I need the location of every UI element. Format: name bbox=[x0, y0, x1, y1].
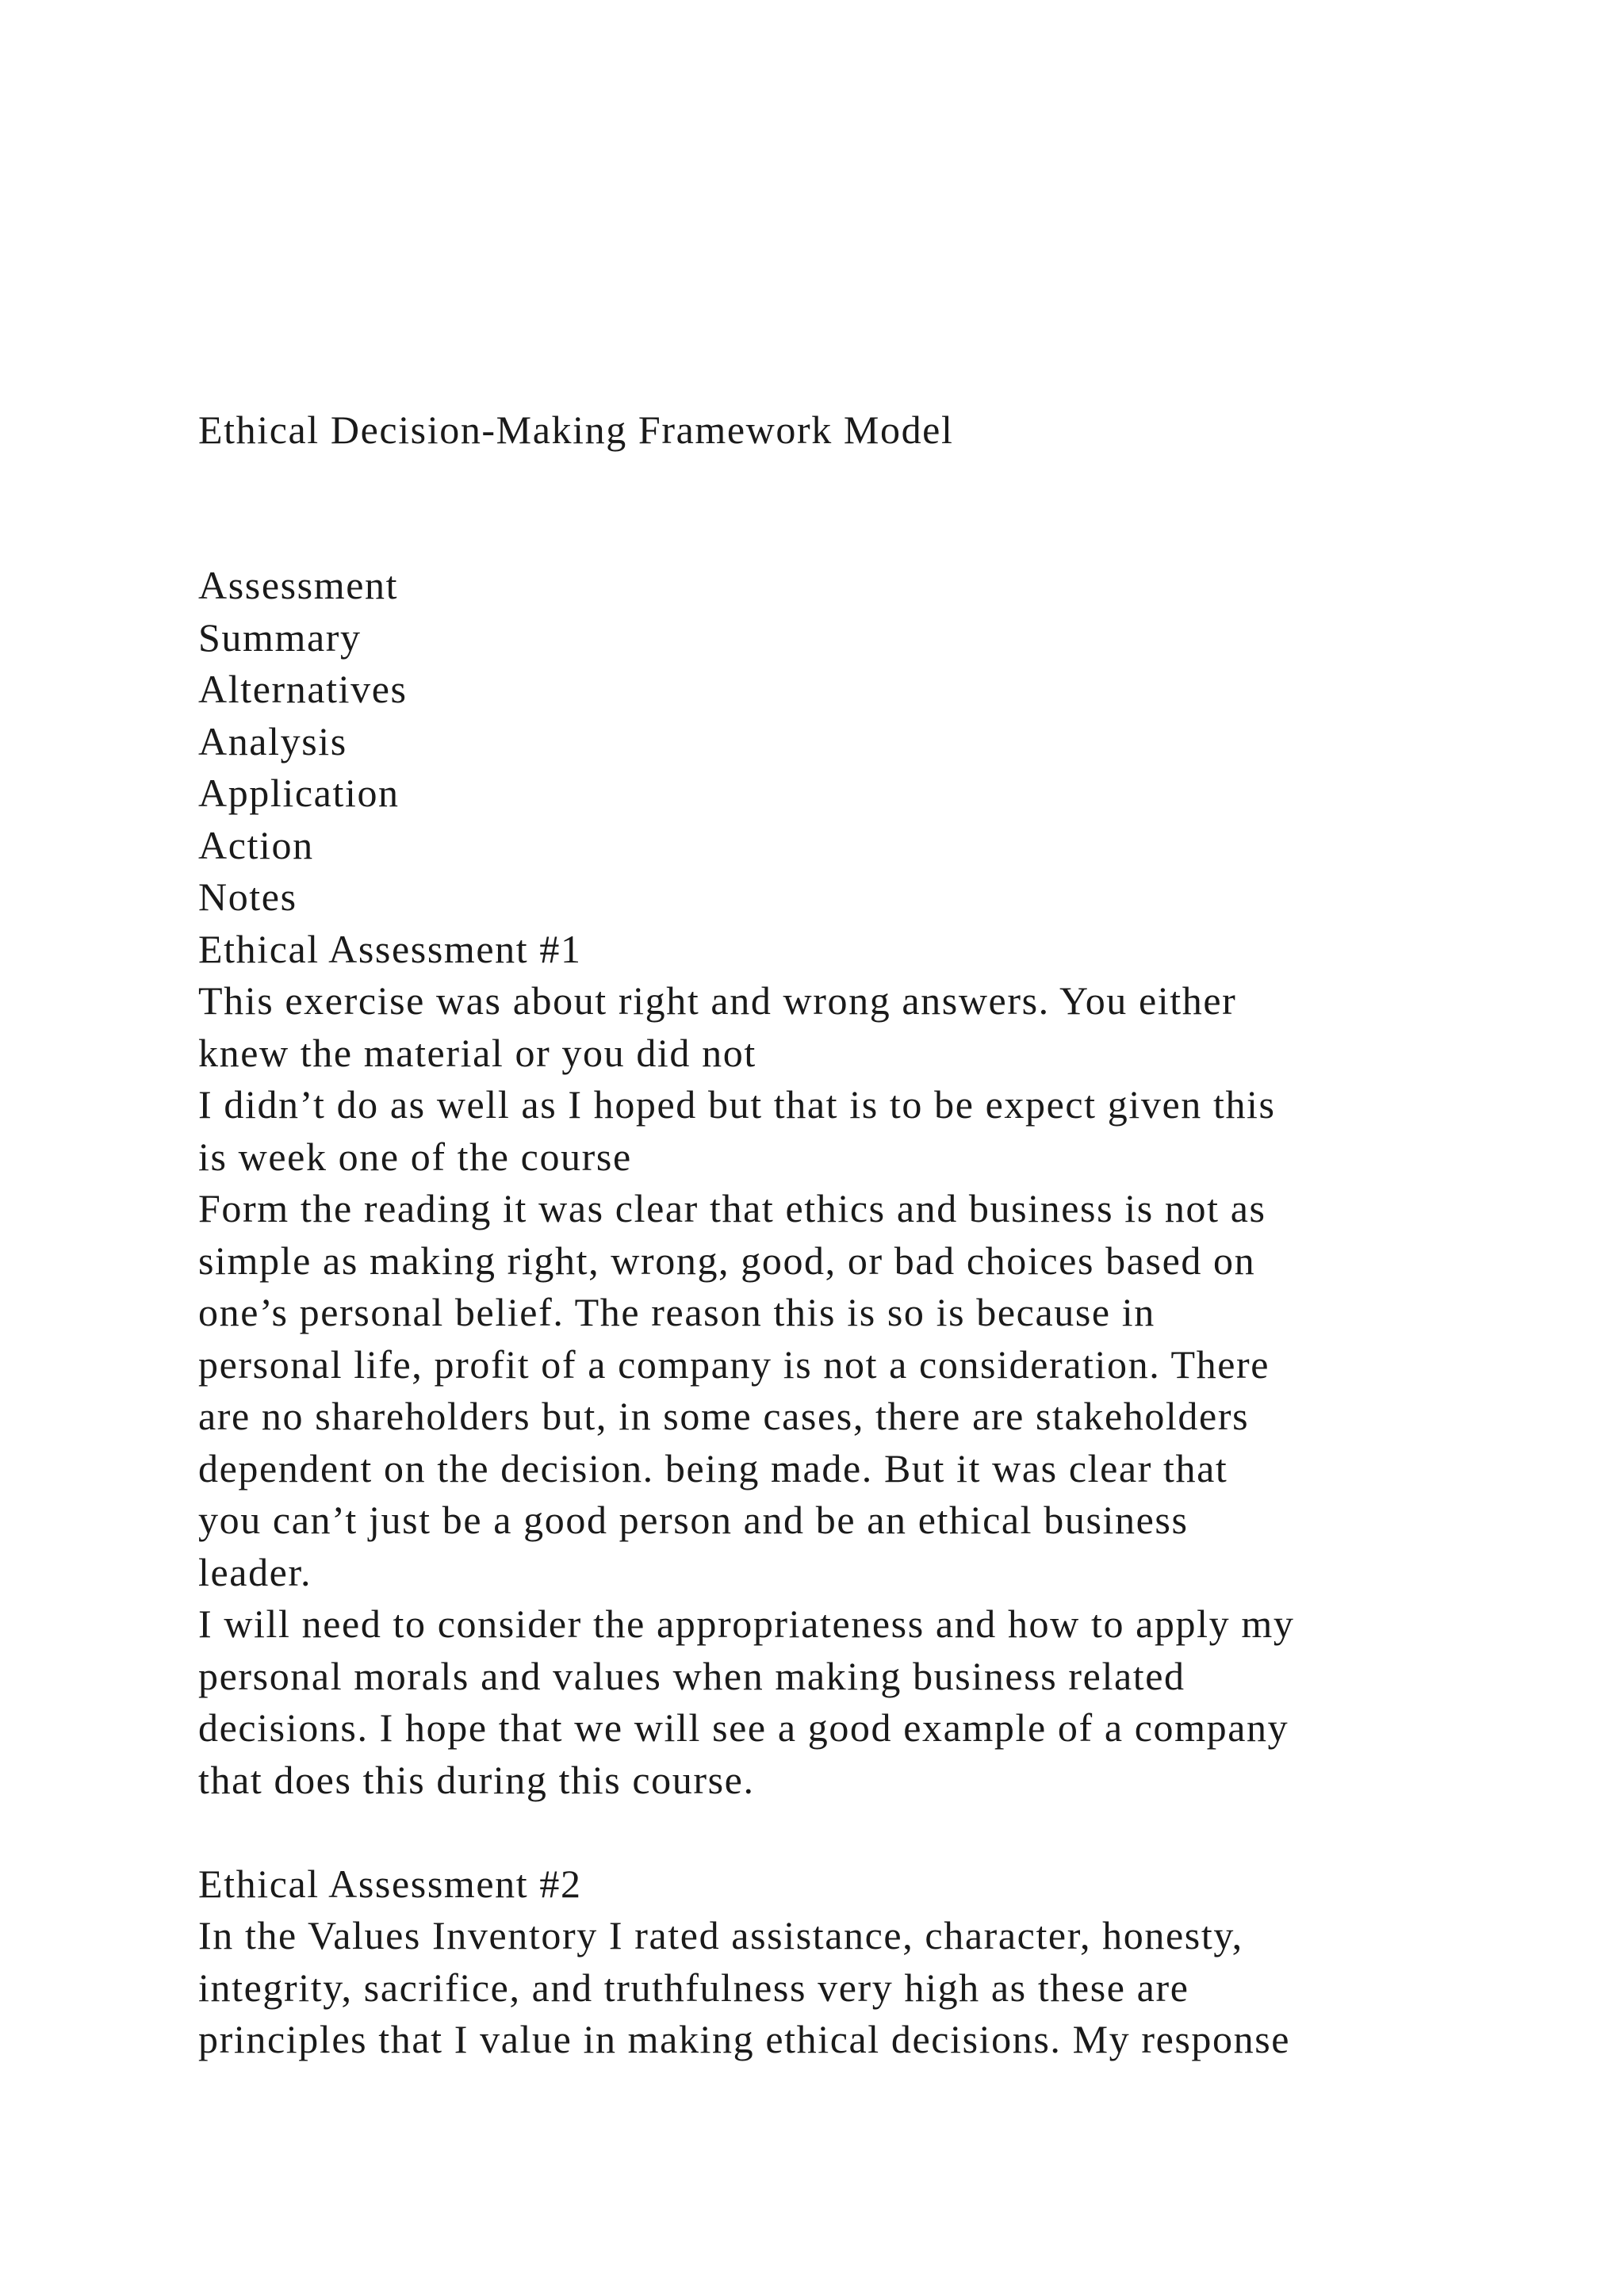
document-title: Ethical Decision-Making Framework Model bbox=[198, 408, 954, 452]
assessment1-line: leader. bbox=[198, 1549, 312, 1594]
assessment2-heading: Ethical Assessment #2 bbox=[198, 1861, 582, 1906]
assessment1-line: is week one of the course bbox=[198, 1134, 632, 1179]
document-body bbox=[198, 560, 1507, 2066]
framework-step: Notes bbox=[198, 874, 297, 919]
assessment1-line: are no shareholders but, in some cases, there are stakeholders bbox=[198, 1394, 1250, 1438]
framework-step: Summary bbox=[198, 614, 362, 660]
framework-step: Alternatives bbox=[198, 667, 408, 711]
framework-step: Application bbox=[198, 771, 400, 815]
document-title-block bbox=[198, 404, 1507, 457]
assessment1-line: simple as making right, wrong, good, or bad choices based on bbox=[198, 1238, 1256, 1283]
framework-step: Action bbox=[198, 822, 314, 867]
assessment1-line: Form the reading it was clear that ethics and business is not as bbox=[198, 1186, 1266, 1230]
paragraph-spacer bbox=[198, 1806, 1507, 1858]
assessment1-line: you can’t just be a good person and be an ethical business bbox=[198, 1498, 1189, 1542]
assessment1-line: knew the material or you did not bbox=[198, 1030, 756, 1075]
assessment1-line: dependent on the decision. being made. But it was clear that bbox=[198, 1445, 1228, 1490]
assessment1-line: I will need to consider the appropriateness and how to apply my bbox=[198, 1601, 1295, 1646]
assessment1-heading: Ethical Assessment #1 bbox=[198, 926, 582, 971]
framework-step: Analysis bbox=[198, 718, 347, 763]
assessment1-line: that does this during this course. bbox=[198, 1757, 755, 1802]
assessment1-line: This exercise was about right and wrong answers. You either bbox=[198, 978, 1237, 1023]
assessment2-line: integrity, sacrifice, and truthfulness very high as these are bbox=[198, 1965, 1189, 2010]
assessment1-line: personal morals and values when making business related bbox=[198, 1653, 1185, 1698]
assessment1-line: decisions. I hope that we will see a good example of a company bbox=[198, 1705, 1289, 1750]
assessment1-line: one’s personal belief. The reason this is so is because in bbox=[198, 1290, 1155, 1334]
assessment2-line: principles that I value in making ethical decisions. My response bbox=[198, 2017, 1291, 2061]
assessment1-line: I didn’t do as well as I hoped but that is to be expect given this bbox=[198, 1082, 1276, 1127]
assessment2-line: In the Values Inventory I rated assistance, character, honesty, bbox=[198, 1913, 1243, 1957]
framework-step: Assessment bbox=[198, 563, 399, 607]
assessment1-line: personal life, profit of a company is not a consideration. There bbox=[198, 1341, 1270, 1387]
